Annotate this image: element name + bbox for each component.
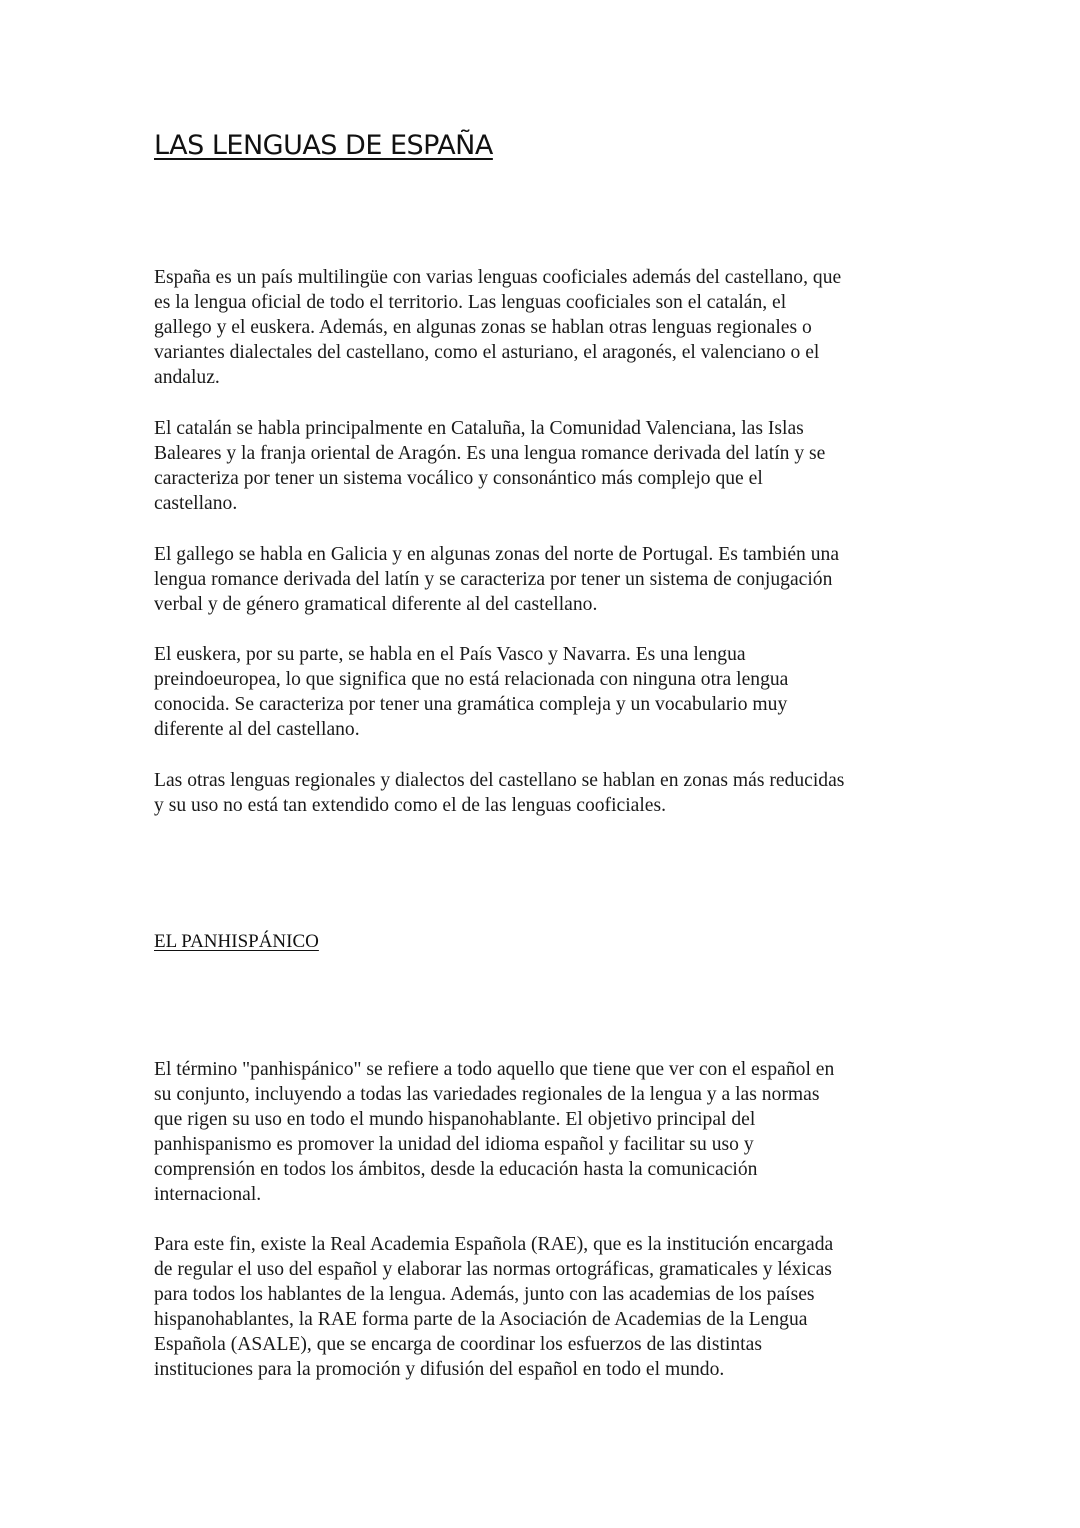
text-line: Baleares y la franja oriental de Aragón. Es una lengua romance derivada del latín y se (154, 443, 826, 464)
text-line: instituciones para la promoción y difusión del español en todo el mundo. (154, 1359, 725, 1380)
text-line: es la lengua oficial de todo el territorio. Las lenguas cooficiales son el catalán, el (154, 292, 787, 313)
text-line: conocida. Se caracteriza por tener una gramática compleja y un vocabulario muy (154, 694, 788, 715)
section-heading: EL PANHISPÁNICO (154, 931, 319, 952)
text-line: internacional. (154, 1184, 262, 1205)
text-line: España es un país multilingüe con varias lenguas cooficiales además del castellano, que (154, 267, 842, 288)
text-line: verbal y de género gramatical diferente al del castellano. (154, 594, 598, 615)
paragraph (154, 416, 929, 516)
text-line: castellano. (154, 493, 238, 514)
text-line: Española (ASALE), que se encarga de coordinar los esfuerzos de las distintas (154, 1334, 762, 1355)
document-title: LAS LENGUAS DE ESPAÑA (154, 130, 493, 161)
text-line: caracteriza por tener un sistema vocálico y consonántico más complejo que el (154, 468, 763, 489)
text-line: variantes dialectales del castellano, como el asturiano, el aragonés, el valenciano o el (154, 342, 820, 363)
text-line: preindoeuropea, lo que significa que no está relacionada con ninguna otra lengua (154, 669, 789, 690)
text-line: El gallego se habla en Galicia y en algunas zonas del norte de Portugal. Es también una (154, 544, 840, 565)
paragraph (154, 1057, 929, 1207)
text-line: y su uso no está tan extendido como el de las lenguas cooficiales. (154, 795, 667, 816)
paragraph (154, 1232, 929, 1382)
paragraph (154, 642, 929, 742)
text-line: de regular el uso del español y elaborar las normas ortográficas, gramaticales y léxicas (154, 1259, 832, 1280)
paragraph (154, 265, 929, 390)
text-line: su conjunto, incluyendo a todas las variedades regionales de la lengua y a las normas (154, 1084, 820, 1105)
text-line: andaluz. (154, 367, 220, 388)
text-line: diferente al del castellano. (154, 719, 360, 740)
paragraph (154, 768, 929, 818)
text-line: gallego y el euskera. Además, en algunas zonas se hablan otras lenguas regionales o (154, 317, 812, 338)
text-line: panhispanismo es promover la unidad del idioma español y facilitar su uso y (154, 1134, 754, 1155)
text-line: El euskera, por su parte, se habla en el País Vasco y Navarra. Es una lengua (154, 644, 746, 665)
text-line: Las otras lenguas regionales y dialectos del castellano se hablan en zonas más reducidas (154, 770, 845, 791)
text-line: para todos los hablantes de la lengua. Además, junto con las academias de los países (154, 1284, 815, 1305)
text-line: Para este fin, existe la Real Academia Española (RAE), que es la institución encargada (154, 1234, 834, 1255)
paragraph (154, 542, 929, 617)
text-line: lengua romance derivada del latín y se caracteriza por tener un sistema de conjugación (154, 569, 833, 590)
text-line: El término "panhispánico" se refiere a todo aquello que tiene que ver con el español en (154, 1059, 835, 1080)
text-line: comprensión en todos los ámbitos, desde la educación hasta la comunicación (154, 1159, 758, 1180)
text-line: que rigen su uso en todo el mundo hispanohablante. El objetivo principal del (154, 1109, 756, 1130)
text-line: hispanohablantes, la RAE forma parte de la Asociación de Academias de la Lengua (154, 1309, 808, 1330)
text-line: El catalán se habla principalmente en Cataluña, la Comunidad Valenciana, las Islas (154, 418, 804, 439)
